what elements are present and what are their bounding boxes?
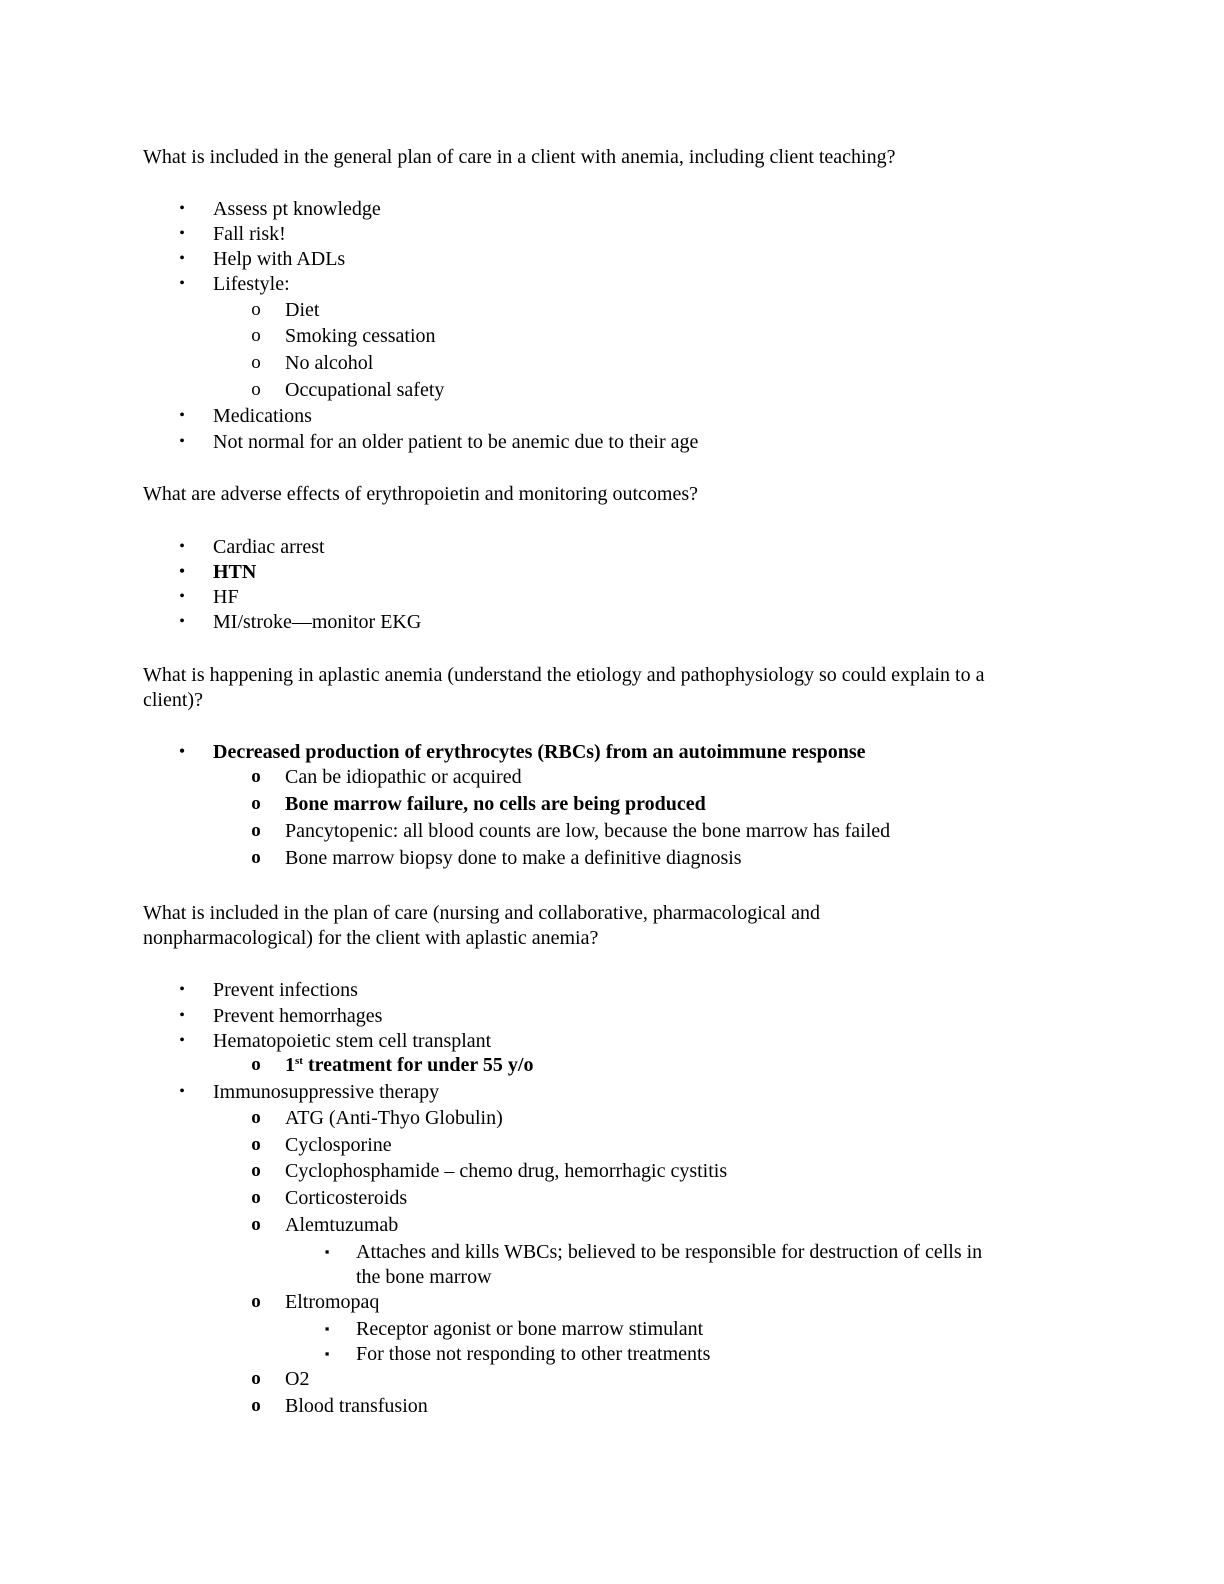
bullet-square-icon: ▪ bbox=[324, 1321, 330, 1336]
bullet-circle-icon: o bbox=[251, 766, 261, 787]
bullet-square-icon: ▪ bbox=[324, 1346, 330, 1361]
question-aplastic-anemia-cont: client)? bbox=[143, 689, 203, 711]
bullet-circle-icon: o bbox=[251, 793, 261, 814]
bullet-disc-icon: • bbox=[179, 275, 185, 292]
question-general-plan-of-care: What is included in the general plan of care in a client with anemia, including client teaching? bbox=[143, 146, 896, 168]
bullet-disc-icon: • bbox=[179, 200, 185, 217]
bullet-circle-icon: o bbox=[251, 299, 261, 320]
bullet-disc-icon: • bbox=[179, 981, 185, 998]
question-plan-of-care-aplastic-cont: nonpharmacological) for the client with aplastic anemia? bbox=[143, 927, 599, 949]
bullet-circle-icon: o bbox=[251, 1291, 261, 1312]
bullet-disc-icon: • bbox=[179, 588, 185, 605]
question-erythropoietin: What are adverse effects of erythropoietin and monitoring outcomes? bbox=[143, 483, 698, 505]
bullet-disc-icon: • bbox=[179, 1007, 185, 1024]
bullet-disc-icon: • bbox=[179, 563, 185, 580]
question-aplastic-anemia: What is happening in aplastic anemia (understand the etiology and pathophysiology so could explain to a bbox=[143, 664, 985, 686]
bullet-circle-icon: o bbox=[251, 1160, 261, 1181]
bullet-disc-icon: • bbox=[179, 433, 185, 450]
bullet-circle-icon: o bbox=[251, 1054, 261, 1075]
bullet-circle-icon: o bbox=[251, 847, 261, 868]
bullet-disc-icon: • bbox=[179, 743, 185, 760]
bullet-disc-icon: • bbox=[179, 1032, 185, 1049]
bullet-circle-icon: o bbox=[251, 820, 261, 841]
bullet-disc-icon: • bbox=[179, 538, 185, 555]
bullet-disc-icon: • bbox=[179, 407, 185, 424]
bullet-disc-icon: • bbox=[179, 225, 185, 242]
bullet-disc-icon: • bbox=[179, 250, 185, 267]
bullet-disc-icon: • bbox=[179, 613, 185, 630]
bullet-circle-icon: o bbox=[251, 1187, 261, 1208]
bullet-circle-icon: o bbox=[251, 325, 261, 346]
bullet-circle-icon: o bbox=[251, 352, 261, 373]
bullet-disc-icon: • bbox=[179, 1083, 185, 1100]
bullet-circle-icon: o bbox=[251, 1134, 261, 1155]
bullet-circle-icon: o bbox=[251, 1107, 261, 1128]
bullet-circle-icon: o bbox=[251, 1214, 261, 1235]
bullet-square-icon: ▪ bbox=[324, 1244, 330, 1259]
bullet-circle-icon: o bbox=[251, 1395, 261, 1416]
bullet-circle-icon: o bbox=[251, 379, 261, 400]
bullet-circle-icon: o bbox=[251, 1368, 261, 1389]
question-plan-of-care-aplastic: What is included in the plan of care (nursing and collaborative, pharmacological and bbox=[143, 902, 820, 924]
